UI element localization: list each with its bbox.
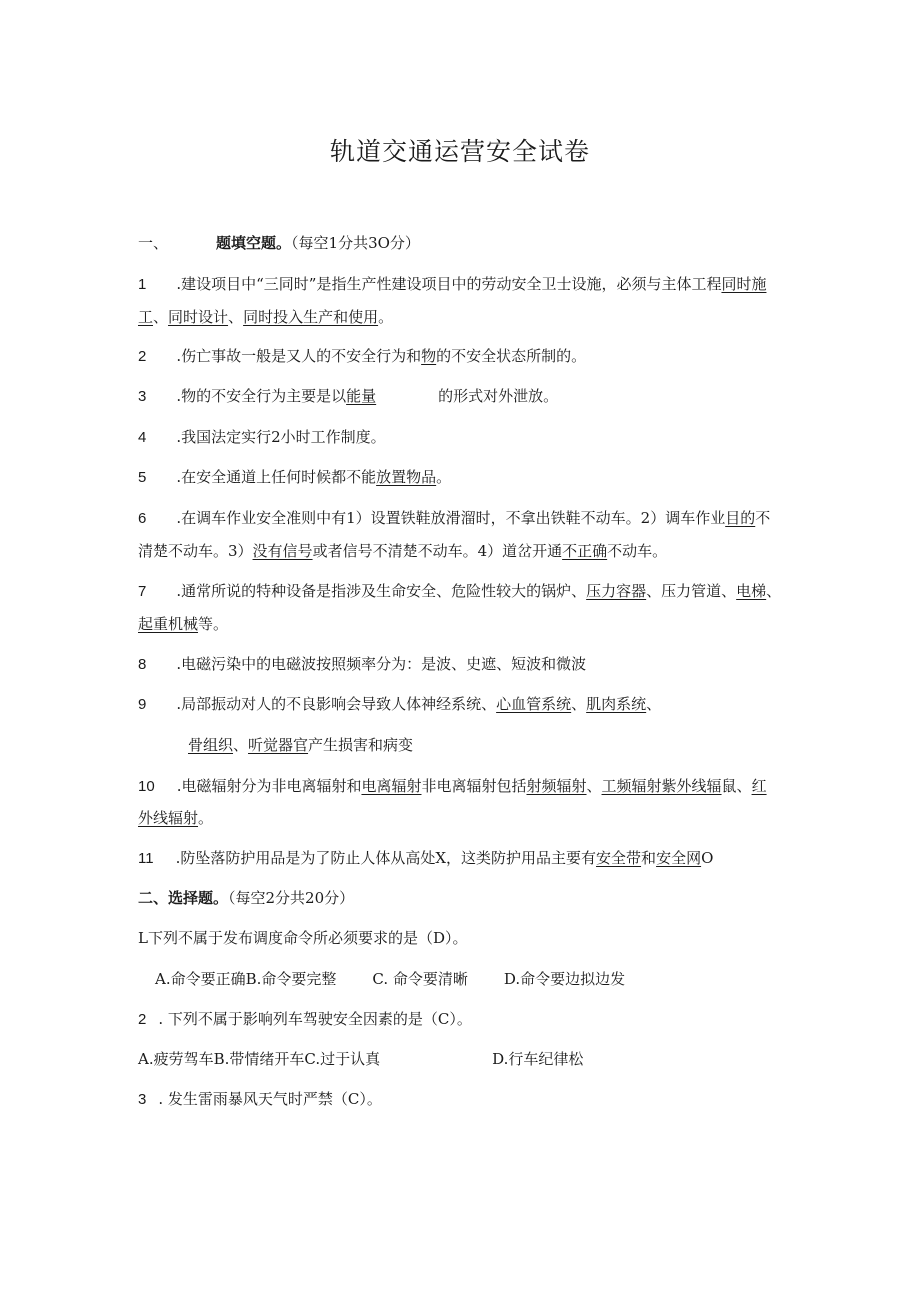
text-span: 不正确 <box>562 542 608 560</box>
text-span: 3 <box>138 1091 147 1108</box>
text-span: .电磁污染中的电磁波按照频率分为：是波、史遮、短波和微波 <box>176 655 587 673</box>
text-span: 电梯 <box>736 582 767 600</box>
text-span: 能量 <box>346 387 377 405</box>
text-span: 目的 <box>725 509 756 527</box>
text-span: 红 <box>751 777 767 795</box>
option-b: B.命令要完整 <box>245 970 337 988</box>
option-a: A.疲劳驾车 <box>138 1050 214 1068</box>
text-span: 安全带 <box>596 849 642 867</box>
question-6-line-2 <box>138 541 788 561</box>
text-span: 9 <box>138 696 147 713</box>
choice-question-3 <box>138 1089 788 1110</box>
text-span: 的形式对外泄放。 <box>438 387 559 405</box>
text-span: 、 <box>233 736 249 754</box>
text-span: 骨组织 <box>188 736 234 754</box>
question-2 <box>138 346 788 367</box>
text-span: 肌肉系统 <box>586 695 647 713</box>
text-span: . 下列不属于影响列车驾驶安全因素的是（C）。 <box>158 1010 472 1028</box>
text-span: .在调车作业安全准则中有1）设置铁鞋放滑溜时，不拿出铁鞋不动车。2）调车作业 <box>176 509 726 527</box>
section-1-note: （每空1分共3O分） <box>291 234 420 252</box>
text-span: .电磁辐射分为非电离辐射和 <box>176 777 362 795</box>
text-span: 、 <box>228 308 244 326</box>
choice-question-1 <box>138 928 788 948</box>
text-span: .物的不安全行为主要是以 <box>176 387 347 405</box>
text-span: .局部振动对人的不良影响会导致人体神经系统、 <box>176 695 497 713</box>
question-1-line-2 <box>138 307 788 327</box>
text-span: 射频辐射 <box>526 777 587 795</box>
option-c: C.过于认真 <box>304 1050 381 1068</box>
text-span: 工 <box>138 308 154 326</box>
text-span: 11 <box>138 850 154 867</box>
question-3 <box>138 386 788 407</box>
text-span: 电离辐射 <box>361 777 422 795</box>
option-b: B.带情绪开车 <box>213 1050 305 1068</box>
question-7-line-2 <box>138 614 788 634</box>
section-1-heading <box>138 233 788 254</box>
text-span: O <box>701 849 714 867</box>
text-span: 等。 <box>198 615 229 633</box>
question-9-line-1 <box>138 694 788 715</box>
option-d: D.行车纪律松 <box>492 1050 584 1068</box>
text-span: 。 <box>436 468 452 486</box>
text-span: 没有信号 <box>252 542 313 560</box>
text-span: 一、 <box>138 235 169 252</box>
text-span: .我国法定实行2小时工作制度。 <box>176 428 386 446</box>
page-title: 轨道交通运营安全试卷 <box>329 137 590 166</box>
section-2-note: （每空2分共20分） <box>228 889 355 907</box>
question-8 <box>138 654 788 675</box>
text-span: 同时投入生产和使用 <box>243 308 379 326</box>
text-span: 2 <box>138 348 147 365</box>
text-span: 听觉器官 <box>248 736 309 754</box>
text-span: 的不安全状态所制的。 <box>436 347 587 365</box>
text-span: 不 <box>755 509 771 527</box>
text-span: 工频辐射紫外线辐 <box>601 777 722 795</box>
text-span: 10 <box>138 778 155 795</box>
text-span: 非电离辐射包括 <box>421 777 527 795</box>
text-span: 同时设计 <box>168 308 229 326</box>
text-span: 外线辐射 <box>138 809 199 827</box>
text-span: 物 <box>421 347 437 365</box>
text-span: 8 <box>138 656 147 673</box>
text-span: L下列不属于发布调度命令所必须要求的是（D）。 <box>138 929 468 947</box>
text-span: 心血管系统 <box>496 695 572 713</box>
text-span: 不动车。 <box>607 542 668 560</box>
text-span: 5 <box>138 469 147 486</box>
text-span: 、 <box>153 308 169 326</box>
text-span: .在安全通道上任何时候都不能 <box>176 468 377 486</box>
text-span: .通常所说的特种设备是指涉及生命安全、危险性较大的锅炉、 <box>176 582 587 600</box>
section-2-heading <box>138 888 788 908</box>
text-span: .伤亡事故一般是又人的不安全行为和 <box>176 347 422 365</box>
text-span: 、压力管道、 <box>646 582 737 600</box>
question-9-line-2 <box>188 735 838 755</box>
text-span: .防坠落防护用品是为了防止人体从高处X，这类防护用品主要有 <box>175 849 597 867</box>
question-10-line-1 <box>138 776 788 797</box>
text-span: 同时施 <box>721 275 767 293</box>
text-span: 、 <box>766 582 782 600</box>
text-span: . 发生雷雨暴风天气时严禁（C）。 <box>158 1090 382 1108</box>
text-span: 放置物品 <box>376 468 437 486</box>
question-11 <box>138 848 788 869</box>
section-2-title: 二、选择题。 <box>138 889 229 907</box>
text-span: 鼠、 <box>721 777 752 795</box>
text-span: 或者信号不清楚不动车。4）道岔开通 <box>312 542 563 560</box>
text-span: 7 <box>138 583 147 600</box>
option-c: C. 命令要清晰 <box>372 970 468 988</box>
text-span: 。 <box>378 308 394 326</box>
text-span: 、 <box>646 695 662 713</box>
question-10-line-2 <box>138 808 788 828</box>
section-1-title: 题填空题。 <box>216 234 292 252</box>
text-span: 起重机械 <box>138 615 199 633</box>
text-span: 、 <box>571 695 587 713</box>
text-span: 压力容器 <box>586 582 647 600</box>
text-span: 和 <box>641 849 657 867</box>
text-span: 2 <box>138 1011 147 1028</box>
choice-question-2-options <box>138 1049 788 1069</box>
text-span: 安全网 <box>656 849 702 867</box>
option-a: A.命令要正确 <box>155 970 246 988</box>
text-span: 6 <box>138 510 147 527</box>
option-d: D.命令要边拟边发 <box>503 970 626 988</box>
question-6-line-1 <box>138 508 788 529</box>
text-span: 、 <box>586 777 602 795</box>
text-span: .建设项目中“三同时”是指生产性建设项目中的劳动安全卫士设施，必须与主体工程 <box>176 275 722 293</box>
text-span: 3 <box>138 388 147 405</box>
choice-question-2 <box>138 1009 788 1030</box>
choice-question-1-options <box>155 969 805 989</box>
text-span: 产生损害和病变 <box>308 736 414 754</box>
text-span: 1 <box>138 276 147 293</box>
question-1-line-1 <box>138 274 788 295</box>
question-4 <box>138 427 788 448</box>
text-span: 4 <box>138 429 147 446</box>
question-7-line-1 <box>138 581 788 602</box>
text-span: 。 <box>198 809 214 827</box>
text-span: 清楚不动车。3） <box>138 542 253 560</box>
question-5 <box>138 467 788 488</box>
